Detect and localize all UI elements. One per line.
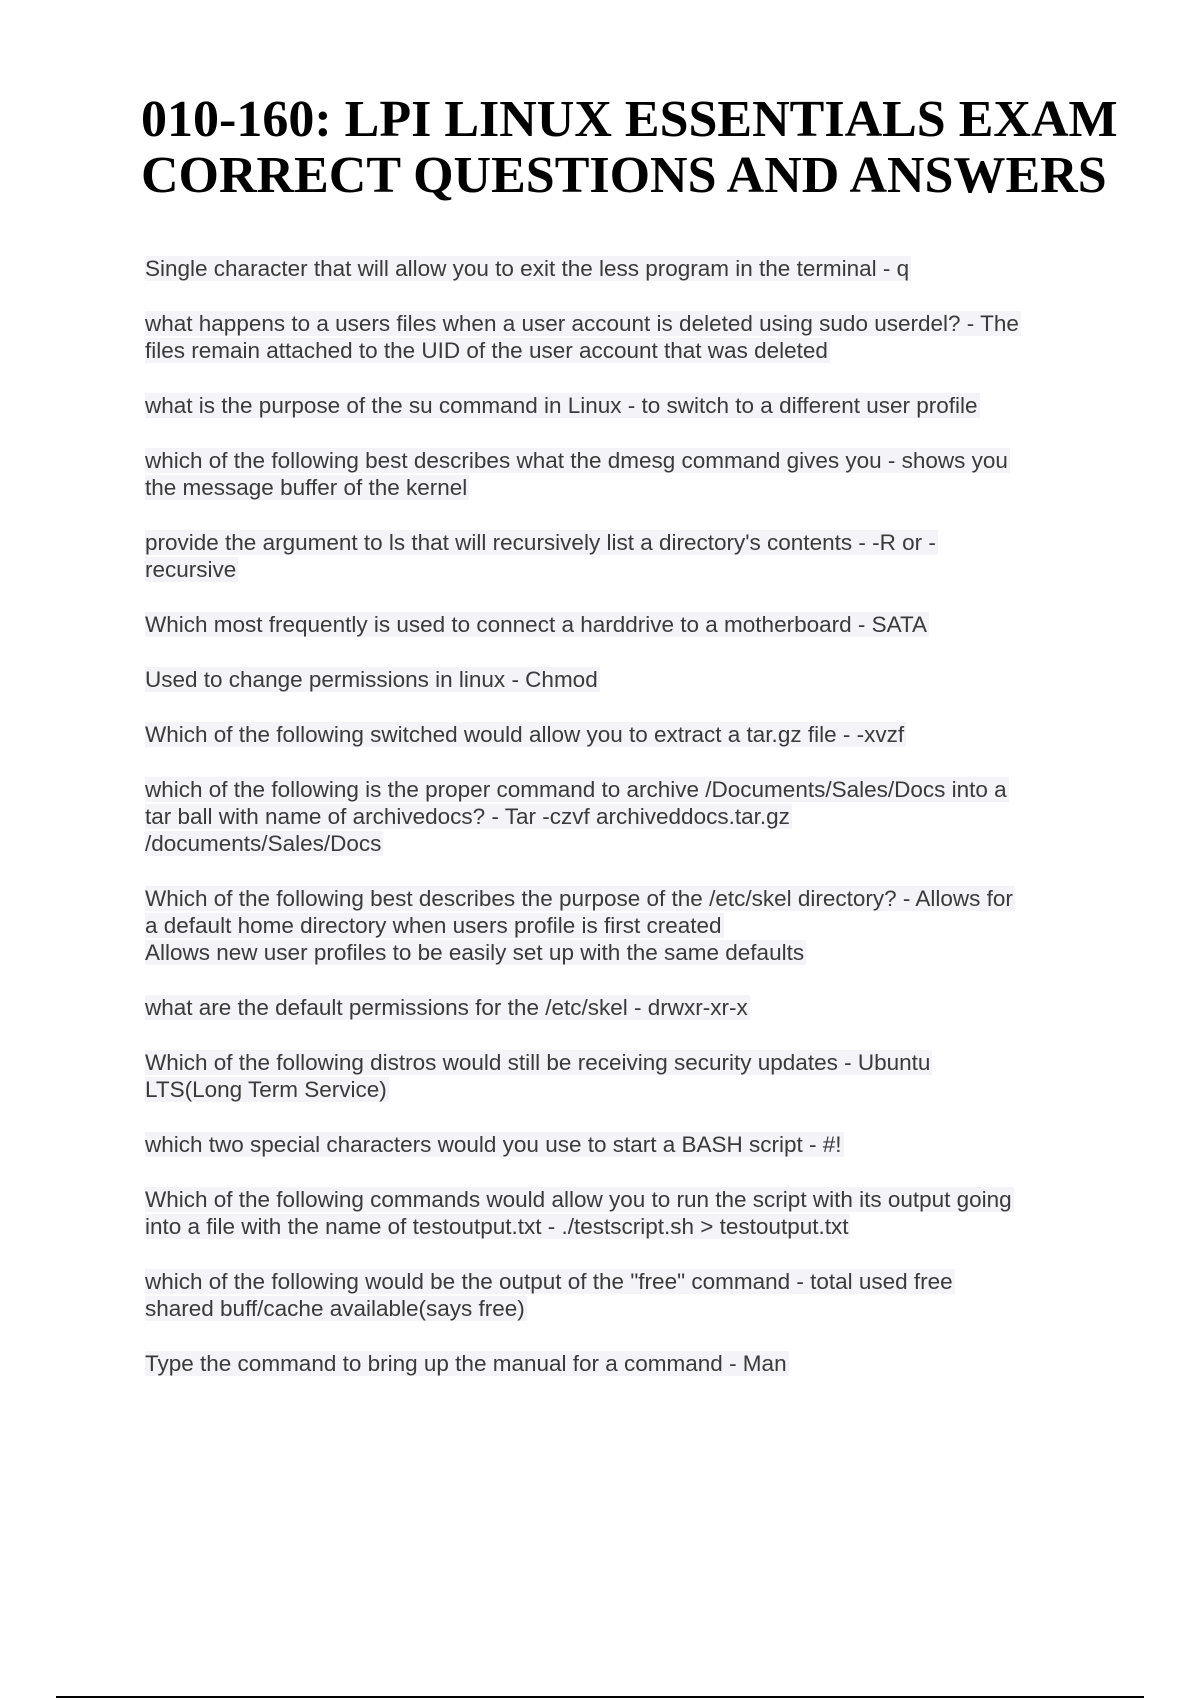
qa-line [145,529,1095,556]
qa-line-text: /documents/Sales/Docs [145,831,382,856]
qa-line [145,474,1095,501]
qa-item [145,529,1095,583]
qa-line [145,1295,1095,1322]
qa-item [145,1131,1095,1158]
qa-item [145,1049,1095,1103]
title-line-2: CORRECT QUESTIONS AND ANSWERS [141,147,1107,204]
qa-line-text: what is the purpose of the su command in Linux - to switch to a different user profile [145,393,978,418]
qa-line [145,1131,1095,1158]
qa-line [145,1049,1095,1076]
qa-line-text: Which most frequently is used to connect a harddrive to a motherboard - SATA [145,612,928,637]
qa-line [145,556,1095,583]
qa-line [145,1350,1095,1377]
qa-item [145,447,1095,501]
qa-line [145,310,1095,337]
qa-item [145,885,1095,966]
qa-line-text: Single character that will allow you to exit the less program in the terminal - q [145,256,910,281]
qa-line [145,447,1095,474]
qa-line-text: which of the following best describes what the dmesg command gives you - shows you [145,448,1008,473]
qa-line [145,255,1095,282]
qa-line-text: Which of the following commands would allow you to run the script with its output going [145,1187,1012,1212]
footer-divider [56,1696,1144,1698]
qa-line-text: LTS(Long Term Service) [145,1077,387,1102]
qa-line-text: provide the argument to ls that will recursively list a directory's contents - -R or - [145,530,936,555]
qa-item [145,310,1095,364]
qa-line [145,776,1095,803]
qa-line-text: into a file with the name of testoutput.txt - ./testscript.sh > testoutput.txt [145,1214,849,1239]
qa-line [145,803,1095,830]
qa-item [145,994,1095,1021]
title-line-1: 010-160: LPI LINUX ESSENTIALS EXAM [141,91,1118,148]
qa-line [145,721,1095,748]
qa-line [145,885,1095,912]
qa-line-text: Which of the following best describes the purpose of the /etc/skel directory? - Allows for [145,886,1013,911]
qa-item [145,1268,1095,1322]
qa-line-text: what are the default permissions for the /etc/skel - drwxr-xr-x [145,995,748,1020]
qa-line [145,939,1095,966]
qa-item [145,776,1095,857]
qa-line [145,912,1095,939]
qa-line-text: which of the following is the proper command to archive /Documents/Sales/Docs into a [145,777,1007,802]
qa-line [145,392,1095,419]
qa-line [145,337,1095,364]
qa-line-text: what happens to a users files when a user account is deleted using sudo userdel? - The [145,311,1019,336]
qa-line-text: shared buff/cache available(says free) [145,1296,525,1321]
qa-list [145,255,1095,1405]
qa-line-text: recursive [145,557,237,582]
qa-line-text: Type the command to bring up the manual for a command - Man [145,1351,787,1376]
qa-line [145,1268,1095,1295]
qa-line-text: Which of the following distros would still be receiving security updates - Ubuntu [145,1050,931,1075]
qa-item [145,1186,1095,1240]
qa-line-text: Which of the following switched would allow you to extract a tar.gz file - -xvzf [145,722,905,747]
qa-line [145,1213,1095,1240]
qa-item [145,255,1095,282]
qa-line [145,611,1095,638]
qa-line [145,994,1095,1021]
qa-line [145,830,1095,857]
qa-line-text: which of the following would be the output of the "free" command - total used free [145,1269,953,1294]
qa-line-text: Allows new user profiles to be easily set up with the same defaults [145,940,805,965]
qa-line [145,1186,1095,1213]
qa-line-text: Used to change permissions in linux - Chmod [145,667,598,692]
qa-item [145,666,1095,693]
qa-line-text: the message buffer of the kernel [145,475,468,500]
qa-line [145,666,1095,693]
qa-line [145,1076,1095,1103]
qa-item [145,611,1095,638]
qa-line-text: files remain attached to the UID of the user account that was deleted [145,338,828,363]
qa-item [145,721,1095,748]
qa-line-text: tar ball with name of archivedocs? - Tar -czvf archiveddocs.tar.gz [145,804,790,829]
qa-line-text: which two special characters would you use to start a BASH script - #! [145,1132,842,1157]
qa-item [145,1350,1095,1377]
qa-item [145,392,1095,419]
qa-line-text: a default home directory when users profile is first created [145,913,722,938]
document-title [141,92,1151,204]
